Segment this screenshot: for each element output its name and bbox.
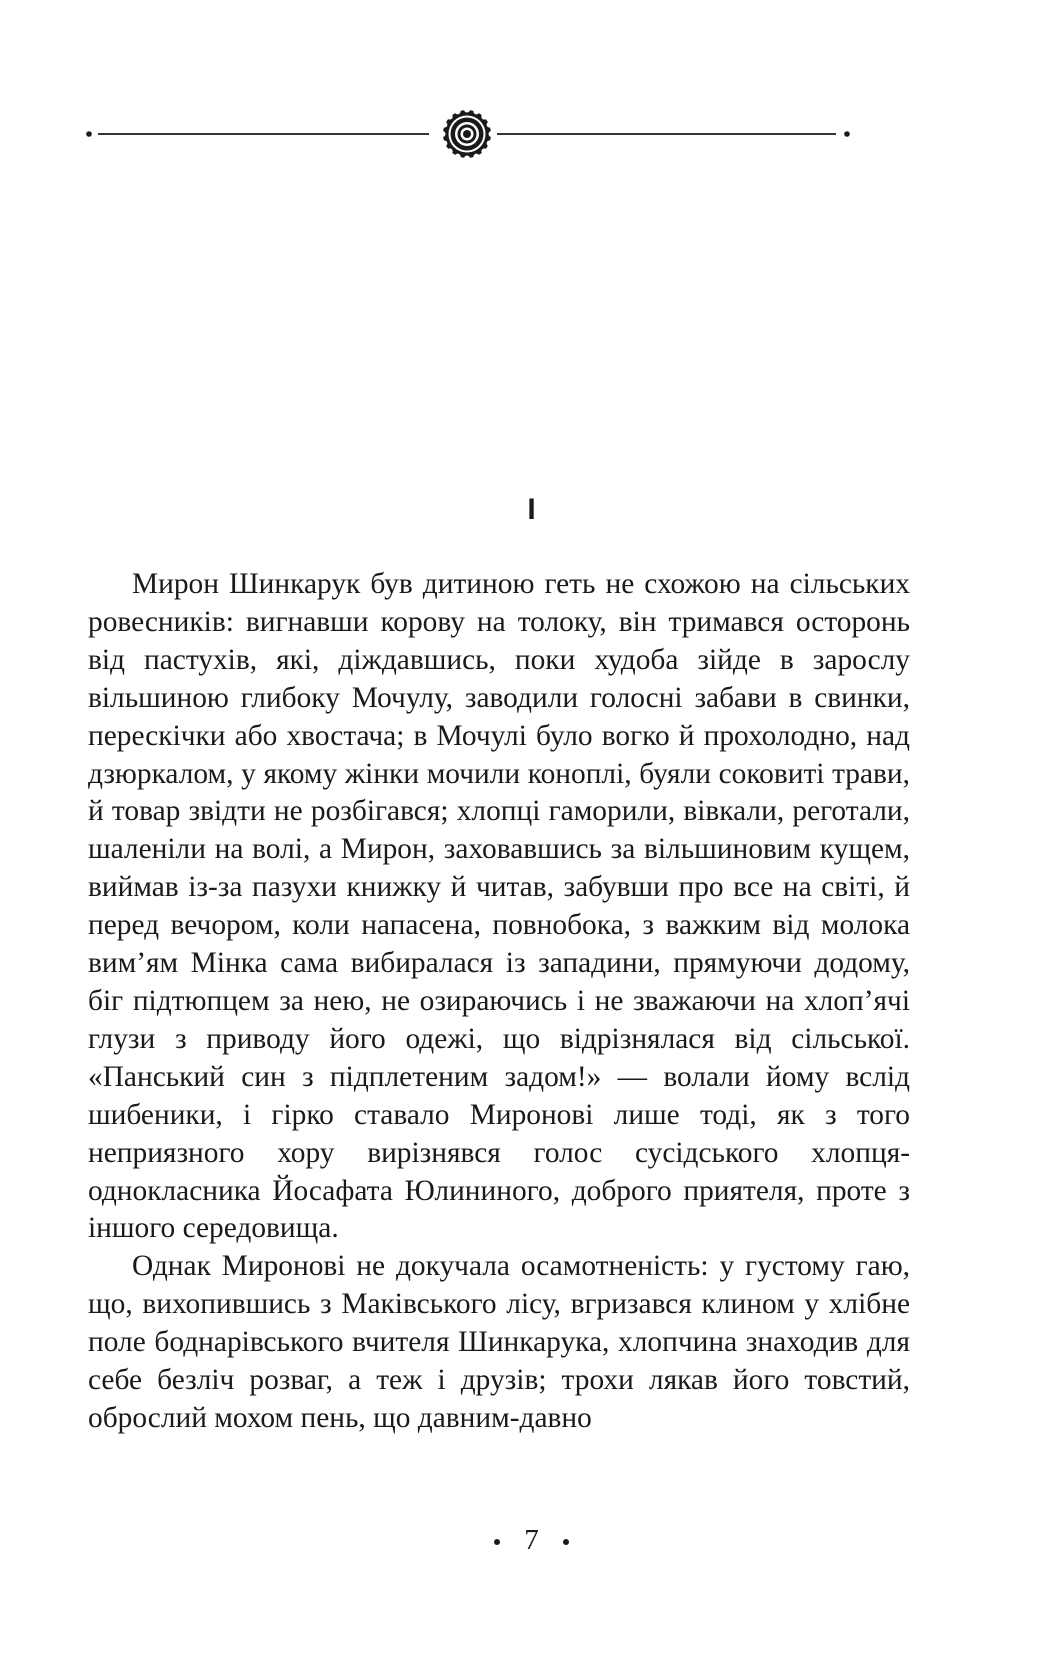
flower-petal-notch <box>440 131 446 137</box>
flower-petal-notch <box>489 131 495 137</box>
flower-petal-notch <box>464 107 470 113</box>
paragraph-2: Однак Миронові не докучала осамотненість: у густому гаю, що, вихопившись з Маківського лісу, вгризався клином у хлібне поле боднарівського вчителя Шинкарука, хлопчина знаходив для себе безліч розваг, а теж і друзів; трохи лякав його товстий, оброслий мохом пень, що давним-давно <box>88 1250 910 1434</box>
body-text <box>88 566 910 1438</box>
page-number: 7 <box>524 1524 539 1556</box>
flower-petal-notch <box>455 108 461 114</box>
flower-petal-notch <box>441 140 447 146</box>
flower-petal-notch <box>473 154 479 160</box>
flower-petal-notch <box>447 114 453 120</box>
header-ornament <box>84 106 914 166</box>
flower-petal-notch <box>487 122 493 128</box>
flower-petal-notch <box>455 154 461 160</box>
footer-right-dot <box>563 1539 569 1545</box>
paragraph-1: Мирон Шинкарук був дитиною геть не схожою на сільських ровесників: вигнавши корову на толоку, він тримався осторонь від пастухів, які, діждавшись, поки худоба зійде в зарослу вільшиною глибоку Мочулу, заводили голосні забави в свинки, перескічки або хвостача; в Мочулі було вогко й прохолодно, над дзюркалом, у якому жінки мочили коноплі, буяли соковиті трави, й товар звідти не розбігався; хлопці гаморили, вівкали, реготали, шаленіли на волі, а Мирон, заховавшись за вільшиновим кущем, виймав із-за пазухи книжку й читав, забувши про все на світі, й перед вечором, коли напасена, повнобока, з важким від молока вим’ям Мінка сама вибиралася із западини, прямуючи додому, біг підтюпцем за нею, не озираючись і не зважаючи на хлоп’ячі глузи з приводу його одежі, що відрізнялася від сільської. «Панський син з підплетеним задом!» — волали йому вслід шибеники, і гірко ставало Миронові лише тоді, як з того неприязного хору вирізнявся голос сусідського хлопця-однокласника Йосафата Юлининого, доброго приятеля, проте з іншого середовища. <box>88 568 910 1245</box>
flower-petal-notch <box>481 114 487 120</box>
flower-petal-notch <box>447 148 453 154</box>
ornament-right-dot <box>844 131 850 137</box>
flower-petal-notch <box>487 140 493 146</box>
footer-left-dot <box>494 1539 500 1545</box>
flower-petal-notch <box>464 156 470 162</box>
flower-icon <box>440 107 495 162</box>
flower-petal-notch <box>441 122 447 128</box>
page-footer <box>0 1522 1063 1558</box>
ornament-left-dot <box>86 131 92 137</box>
flower-petal-notch <box>473 108 479 114</box>
chapter-title: I <box>527 493 536 526</box>
flower-petal-notch <box>481 148 487 154</box>
